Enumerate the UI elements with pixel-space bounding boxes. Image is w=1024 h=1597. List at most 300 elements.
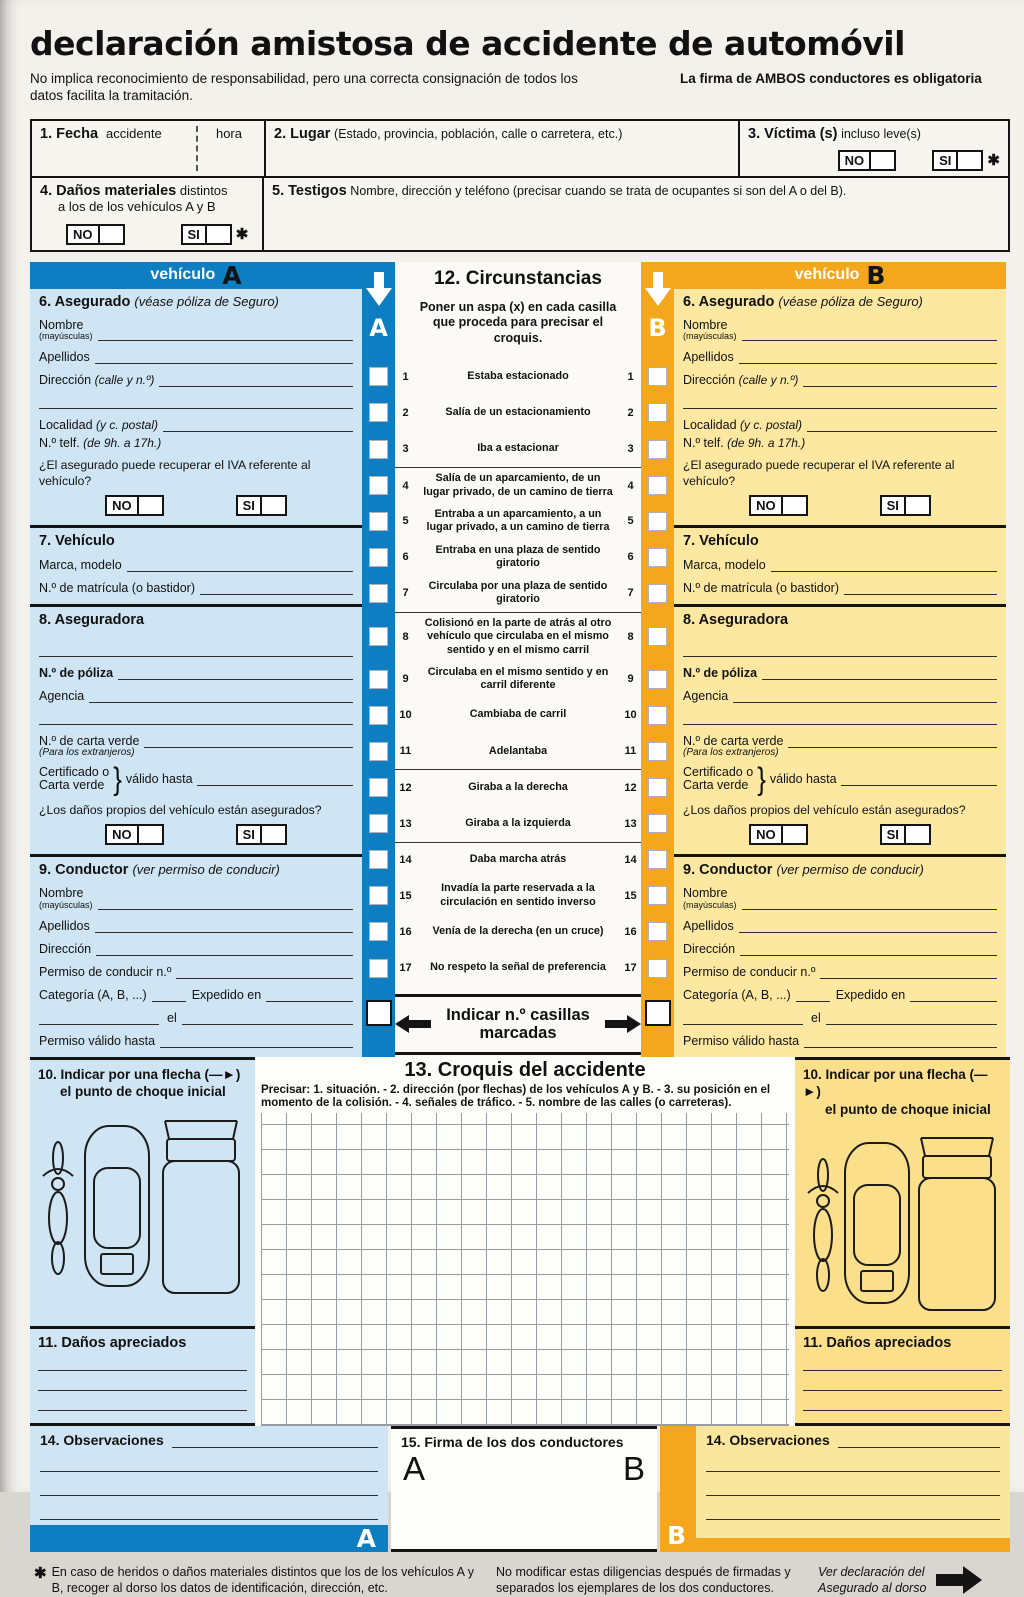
circumstance-checkbox-b[interactable] [648, 512, 667, 531]
firma-title: 15. Firma de los dos conductores [401, 1434, 624, 1451]
croquis-title: 13. Croquis del accidente [404, 1058, 646, 1081]
expedido-field-2[interactable] [39, 1012, 159, 1025]
iva-no-checkbox[interactable]: NO [105, 495, 164, 516]
down-arrow-a-icon [366, 272, 392, 306]
circumstance-text: Salía de un aparcamiento, de un lugar privado, de un camino de tierra [416, 467, 620, 503]
section-8-title: 8. Aseguradora [39, 611, 145, 628]
circumstance-number-left: 16 [399, 925, 412, 938]
section-11-title: 11. Daños apreciados [38, 1335, 187, 1352]
permiso-valido-label: Permiso válido hasta [683, 1033, 800, 1048]
section-6-asegurado: 6. Asegurado (véase póliza de Seguro) Nombre (mayúsculas) Apellidos Dirección (calle y n.º) Localidad (y c. postal) N.º telf. (de 9h. a 17h.) ¿El asegurado puede recuperar el IVA referente al vehículo? NO SI [674, 289, 1006, 525]
strip-a-cell [362, 733, 395, 769]
nombre-label: Nombre [39, 317, 84, 332]
impact-point-diagram[interactable] [38, 1101, 247, 1303]
circumstance-text: Entraba en una plaza de sentido giratorio [435, 543, 601, 570]
poliza-field[interactable] [762, 667, 997, 680]
circumstance-checkbox-a[interactable] [369, 706, 388, 725]
circumstance-text: Invadía la parte reservada a la circulación en sentido inverso [440, 882, 596, 908]
observaciones-b-line[interactable] [706, 1496, 1000, 1520]
aseguradora-field[interactable] [683, 644, 997, 657]
carta-verde-label: N.º de carta verde [39, 733, 140, 748]
section-11-danos [795, 1326, 1010, 1426]
observaciones-a-panel [30, 1426, 388, 1552]
agencia-field-2[interactable] [39, 712, 353, 725]
circumstance-text: No respeto la señal de preferencia [430, 961, 606, 974]
circumstance-number-right: 10 [624, 709, 637, 722]
van-icon [157, 1115, 245, 1297]
strip-b-header [641, 262, 674, 359]
section-13-croquis [255, 1057, 795, 1427]
circumstances-header [395, 262, 641, 359]
section-10-impact-point [30, 1057, 255, 1327]
danos-no-checkbox[interactable]: NO [749, 824, 808, 845]
right-arrow-icon [605, 1015, 641, 1033]
circumstance-text: Cambiaba de carril [469, 708, 567, 721]
circumstance-number-left: 10 [399, 709, 412, 722]
circumstance-checkbox-a[interactable] [369, 476, 388, 495]
danos-si-checkbox[interactable]: SI [236, 824, 287, 845]
strip-a-cell [362, 539, 395, 575]
localidad-field[interactable] [807, 419, 997, 432]
circumstance-checkbox-b[interactable] [648, 706, 667, 725]
direccion-field-2[interactable] [39, 396, 353, 409]
section-9-hint: (ver permiso de conducir) [132, 862, 280, 877]
circumstance-number-left: 2 [402, 406, 409, 419]
circumstance-checkbox-b[interactable] [648, 670, 667, 689]
circumstance-number-left: 11 [399, 745, 412, 758]
expedido-field-2[interactable] [683, 1012, 803, 1025]
danos-no-box[interactable] [783, 824, 808, 845]
circumstance-checkbox-a[interactable] [369, 850, 388, 869]
vehicle-letter: A [222, 260, 242, 290]
circumstance-number-right: 5 [627, 515, 634, 528]
circumstance-text: Circulaba por una plaza de sentido giratorio [428, 579, 608, 606]
circumstance-number-right: 3 [627, 443, 634, 455]
strip-b-cell [641, 359, 674, 395]
top-fields-table [30, 119, 1010, 252]
circumstance-checkbox-a[interactable] [369, 367, 388, 386]
circumstance-number-left: 9 [402, 673, 409, 686]
permiso-label: Permiso de conducir n.º [39, 964, 172, 979]
circumstance-number-right: 17 [624, 962, 637, 975]
aseguradora-field[interactable] [39, 644, 353, 657]
observaciones-a-line[interactable] [40, 1448, 378, 1472]
circumstance-number-left: 12 [395, 769, 416, 805]
iva-si-box[interactable] [262, 495, 287, 516]
footer-left-note: En caso de heridos o daños materiales distintos que los de los vehículos A y B, recoger al dorso los datos de identificación, dirección, etc. [51, 1565, 475, 1596]
iva-si-checkbox[interactable]: SI [880, 495, 931, 516]
circumstance-checkbox-a[interactable] [369, 512, 388, 531]
iva-si-checkbox[interactable]: SI [236, 495, 287, 516]
strip-a-cell [362, 395, 395, 431]
circumstance-number-right: 11 [624, 745, 637, 758]
telefono-label: N.º telf. [39, 436, 80, 451]
victimas-si-checkbox[interactable]: SI [932, 150, 983, 171]
direccion-field[interactable] [803, 374, 997, 387]
circumstance-checkbox-b[interactable] [648, 922, 667, 941]
circumstance-checkbox-a[interactable] [369, 403, 388, 422]
marca-field[interactable] [771, 559, 997, 572]
field-4-danos-materiales: 4. Daños materiales distintos a los de los vehículos A y B NO SI ✱ [32, 178, 264, 250]
telefono-label: N.º telf. [683, 436, 724, 451]
observaciones-b-line[interactable] [706, 1448, 1000, 1472]
danos-line[interactable] [803, 1351, 1002, 1371]
circumstance-checkbox-a[interactable] [369, 814, 388, 833]
strip-b-footer [641, 986, 674, 1056]
expedido-field[interactable] [910, 989, 997, 1002]
observaciones-a-line[interactable] [172, 1435, 378, 1448]
signature-area-a[interactable]: A [403, 1450, 426, 1488]
circumstance-checkbox-b[interactable] [648, 850, 667, 869]
iva-no-checkbox[interactable]: NO [749, 495, 808, 516]
agencia-label: Agencia [39, 688, 85, 703]
strip-b-cell [641, 878, 674, 914]
valido-hasta-label: válido hasta [769, 772, 837, 787]
section-7-vehiculo [30, 525, 362, 604]
categoria-field[interactable] [796, 989, 830, 1002]
marca-field[interactable] [127, 559, 353, 572]
strip-b-cell [641, 431, 674, 467]
circumstance-number-left: 15 [399, 889, 412, 902]
circumstances-instruction: Poner un aspa (x) en cada casilla que proceda para precisar el croquis. [419, 299, 617, 345]
circumstance-number-right: 7 [627, 587, 634, 600]
circumstances-title: 12. Circunstancias [434, 267, 602, 289]
direccion-label: Dirección [39, 373, 92, 388]
agencia-field[interactable] [89, 690, 353, 703]
croquis-hint: Precisar: 1. situación. - 2. dirección (por flechas) de los vehículos A y B. - 3. su posición en el momento de la colisión. - 4. señales de tráfico. - 5. nombre de las calles (o carreteras). [261, 1083, 771, 1110]
observaciones-b-line[interactable] [838, 1435, 1000, 1448]
iva-no-box[interactable] [783, 495, 808, 516]
motorcycle-icon [40, 1136, 76, 1276]
circumstance-checkbox-b[interactable] [648, 886, 667, 905]
danos-mat-si-box[interactable] [207, 224, 232, 245]
section-10-title-l2: el punto de choque inicial [60, 1084, 226, 1100]
strip-b-cell [641, 733, 674, 769]
carta-verde-field[interactable] [788, 735, 997, 748]
vehicle-a-column [30, 262, 362, 1057]
fecha-expedicion-field[interactable] [826, 1012, 997, 1025]
iva-question: ¿El asegurado puede recuperar el IVA referente al vehículo? [683, 458, 955, 488]
poliza-field[interactable] [118, 667, 353, 680]
asterisk-mark: ✱ [235, 226, 249, 244]
circumstance-checkbox-a[interactable] [369, 440, 388, 459]
form-footer [30, 1564, 1010, 1597]
danos-mat-no-box[interactable] [100, 224, 125, 245]
circumstance-number-right: 14 [620, 842, 641, 878]
circumstance-number-left: 6 [402, 551, 409, 564]
victimas-si-box[interactable] [958, 150, 983, 171]
strip-b-cell [641, 950, 674, 986]
left-arrow-icon [395, 1015, 431, 1033]
circumstance-number-left: 1 [402, 370, 409, 383]
circumstance-checkbox-b[interactable] [648, 440, 667, 459]
circumstance-text: Giraba a la izquierda [465, 816, 571, 829]
circumstance-text: Venía de la derecha (en un cruce) [432, 925, 604, 938]
vehicle-b-bottom-stack [795, 1057, 1010, 1427]
observaciones-b-line[interactable] [706, 1472, 1000, 1496]
form-subtitle: No implica reconocimiento de responsabilidad, pero una correcta consignación de todos los datos facilita la tramitación. [30, 71, 578, 103]
circumstance-checkbox-a[interactable] [369, 627, 388, 646]
strip-a-header [362, 262, 395, 359]
circumstance-text: Daba marcha atrás [416, 842, 620, 878]
section-7-title: 7. Vehículo [683, 532, 759, 549]
carta-verde-label: N.º de carta verde [683, 733, 784, 748]
valido-hasta-field[interactable] [197, 773, 353, 786]
strip-b-cell [641, 503, 674, 539]
danos-si-box[interactable] [262, 824, 287, 845]
car-icon [841, 1139, 913, 1307]
conductor-direccion-field[interactable] [740, 943, 997, 956]
section-9-title: 9. Conductor [39, 862, 129, 878]
circumstance-checkbox-b[interactable] [648, 742, 667, 761]
section-9-conductor: 9. Conductor (ver permiso de conducir) Nombre (mayúsculas) Apellidos Dirección Permiso de conducir n.º Categoría (A, B, ...) Expedido en el Permiso válido hasta [30, 854, 362, 1057]
danos-si-box[interactable] [906, 824, 931, 845]
circumstance-number-left: 13 [399, 817, 412, 830]
iva-question: ¿El asegurado puede recuperar el IVA referente al vehículo? [39, 458, 311, 488]
section-10-title-l1: 10. Indicar por una flecha (—►) [803, 1066, 988, 1100]
strip-a-cell [362, 950, 395, 986]
strip-b-cell [641, 697, 674, 733]
section-8-aseguradora: 8. Aseguradora N.º de póliza Agencia N.º de carta verde (Para los extranjeros) Certificado o Carta verde } válido hasta ¿Los daños propios del vehículo están asegurados? NO SI [674, 604, 1006, 854]
danos-line[interactable] [38, 1371, 247, 1391]
permiso-valido-field[interactable] [160, 1035, 353, 1048]
vehicle-header-band [30, 262, 362, 289]
section-6-title: 6. Asegurado [39, 293, 131, 310]
strip-b-cell [641, 395, 674, 431]
strip-b-cell [641, 842, 674, 878]
circumstance-number-left: 5 [402, 515, 409, 528]
strip-b-cell [641, 769, 674, 805]
field-5-testigos[interactable]: 5. Testigos Nombre, dirección y teléfono (precisar cuando se trata de ocupantes si son del A o del B). [272, 182, 847, 199]
motorcycle-icon [805, 1153, 841, 1293]
direccion-label: Dirección [683, 373, 736, 388]
strip-a-cell [362, 431, 395, 467]
danos-mat-si-checkbox[interactable]: SI [181, 224, 232, 245]
localidad-field[interactable] [163, 419, 353, 432]
circumstance-number-left: 3 [402, 443, 409, 455]
strip-a-cell [362, 914, 395, 950]
apellidos-label: Apellidos [39, 350, 90, 365]
circumstance-checkbox-b[interactable] [648, 627, 667, 646]
circumstance-text: Salía de un estacionamiento [445, 406, 591, 419]
section-9-title: 9. Conductor [683, 862, 773, 878]
section-11-danos [30, 1326, 255, 1426]
section-6-hint: (véase póliza de Seguro) [134, 293, 279, 309]
carta-verde-field[interactable] [144, 735, 353, 748]
strip-a-cell [362, 842, 395, 878]
section-9-conductor: 9. Conductor (ver permiso de conducir) Nombre (mayúsculas) Apellidos Dirección Permiso de conducir n.º Categoría (A, B, ...) Expedido en el Permiso válido hasta [674, 854, 1006, 1057]
vehicle-letter: B [866, 260, 886, 290]
section-6-asegurado: 6. Asegurado (véase póliza de Seguro) Nombre (mayúsculas) Apellidos Dirección (calle y n.º) Localidad (y c. postal) N.º telf. (de 9h. a 17h.) ¿El asegurado puede recuperar el IVA referente al vehículo? NO SI [30, 289, 362, 525]
strip-a-cell [362, 467, 395, 503]
circumstance-checkbox-b[interactable] [648, 959, 667, 978]
indicar-block [395, 994, 641, 1054]
categoria-label: Categoría (A, B, ...) [683, 987, 791, 1002]
section-10-title-l2: el punto de choque inicial [825, 1101, 991, 1117]
victimas-no-box[interactable] [871, 150, 896, 171]
marca-label: Marca, modelo [39, 557, 122, 572]
vehicle-band-word: vehículo [150, 266, 216, 284]
form-title: declaración amistosa de accidente de automóvil [30, 24, 905, 63]
observaciones-b-title: 14. Observaciones [706, 1432, 830, 1449]
strip-b-cell [641, 539, 674, 575]
circumstance-checkbox-b[interactable] [648, 778, 667, 797]
circumstance-number-left: 4 [395, 467, 416, 503]
car-icon [81, 1122, 153, 1290]
apellidos-field[interactable] [95, 351, 353, 364]
permiso-label: Permiso de conducir n.º [683, 964, 816, 979]
circumstance-number-right: 6 [627, 551, 634, 564]
strip-a-cell [362, 503, 395, 539]
section-11-title: 11. Daños apreciados [803, 1335, 952, 1352]
impact-point-diagram[interactable] [803, 1118, 1002, 1320]
circumstance-number-left: 17 [399, 962, 412, 975]
circumstance-checkbox-a[interactable] [369, 886, 388, 905]
danos-si-checkbox[interactable]: SI [880, 824, 931, 845]
croquis-drawing-grid[interactable] [261, 1113, 789, 1426]
field-2-lugar[interactable]: 2. Lugar (Estado, provincia, población, calle o carretera, etc.) [264, 121, 740, 176]
circumstance-checkbox-a[interactable] [369, 584, 388, 603]
matricula-field[interactable] [200, 582, 353, 595]
danos-line[interactable] [803, 1371, 1002, 1391]
poliza-label: N.º de póliza [39, 665, 114, 680]
danos-no-checkbox[interactable]: NO [105, 824, 164, 845]
expedido-field[interactable] [266, 989, 353, 1002]
fecha-hora-divider [196, 126, 198, 171]
circumstance-text: Entraba a un aparcamiento, a un lugar privado, a un camino de tierra [426, 507, 610, 534]
danos-line[interactable] [38, 1351, 247, 1371]
agencia-label: Agencia [683, 688, 729, 703]
categoria-field[interactable] [152, 989, 186, 1002]
strip-a-cell [362, 769, 395, 805]
signature-note: La firma de AMBOS conductores es obligatoria [680, 71, 982, 86]
direccion-field-2[interactable] [683, 396, 997, 409]
vehicle-band-word: vehículo [794, 266, 860, 284]
circumstance-checkbox-a[interactable] [369, 778, 388, 797]
strip-a-cell [362, 661, 395, 697]
vehicle-a-bottom-stack [30, 1057, 255, 1427]
conductor-direccion-field[interactable] [96, 943, 353, 956]
danos-mat-no-checkbox[interactable]: NO [66, 224, 125, 245]
section-7-title: 7. Vehículo [39, 532, 115, 549]
strip-a-letter: A [369, 313, 388, 342]
circumstance-checkbox-b[interactable] [648, 584, 667, 603]
field-1-fecha[interactable]: 1. Fecha accidente hora [32, 121, 264, 176]
circumstance-number-right: 15 [624, 889, 637, 902]
circumstance-checkbox-a[interactable] [369, 922, 388, 941]
danos-question: ¿Los daños propios del vehículo están asegurados? [39, 802, 322, 817]
agencia-field[interactable] [733, 690, 997, 703]
strip-a-cell [362, 697, 395, 733]
strip-b-letter: B [648, 313, 667, 342]
asterisk-mark: ✱ [987, 152, 1000, 170]
circumstance-number-right: 13 [624, 817, 637, 830]
circumstance-checkbox-a[interactable] [369, 548, 388, 567]
circumstance-number-left: 8 [395, 612, 416, 662]
danos-no-box[interactable] [139, 824, 164, 845]
see-reverse-arrow-icon [936, 1566, 982, 1594]
danos-line[interactable] [38, 1391, 247, 1411]
signature-area-b[interactable]: B [622, 1450, 645, 1488]
victimas-no-checkbox[interactable]: NO [838, 150, 897, 171]
nombre-field[interactable] [742, 328, 997, 341]
circumstance-number-right: 12 [620, 769, 641, 805]
apellidos-field[interactable] [739, 351, 997, 364]
categoria-label: Categoría (A, B, ...) [39, 987, 147, 1002]
section-7-vehiculo [674, 525, 1006, 604]
danos-line[interactable] [803, 1391, 1002, 1411]
observaciones-a-line[interactable] [40, 1496, 378, 1520]
expedido-label: Expedido en [835, 987, 906, 1002]
section-10-impact-point [795, 1057, 1010, 1327]
circumstance-number-left: 7 [402, 587, 409, 600]
strip-a-footer [362, 986, 395, 1056]
matricula-field[interactable] [844, 582, 997, 595]
nombre-field[interactable] [98, 328, 353, 341]
conductor-nombre-field[interactable] [742, 897, 997, 910]
permiso-valido-field[interactable] [804, 1035, 997, 1048]
strip-a-cell [362, 359, 395, 395]
circumstance-checkbox-b[interactable] [648, 814, 667, 833]
conductor-nombre-field[interactable] [98, 897, 353, 910]
section-10-title-l1: 10. Indicar por una flecha (—►) [38, 1066, 241, 1082]
direccion-field[interactable] [159, 374, 353, 387]
expedido-label: Expedido en [191, 987, 262, 1002]
circumstance-number-right: 16 [624, 925, 637, 938]
circumstance-number-right: 2 [627, 406, 634, 419]
strip-a-cell [362, 806, 395, 842]
circumstance-checkbox-b[interactable] [648, 367, 667, 386]
marca-label: Marca, modelo [683, 557, 766, 572]
vehicle-b-column [674, 262, 1006, 1057]
marked-count-box-a[interactable] [366, 1000, 392, 1026]
section-8-aseguradora: 8. Aseguradora N.º de póliza Agencia N.º de carta verde (Para los extranjeros) Certificado o Carta verde } válido hasta ¿Los daños propios del vehículo están asegurados? NO SI [30, 604, 362, 854]
valido-hasta-field[interactable] [841, 773, 997, 786]
marked-count-box-b[interactable] [645, 1000, 671, 1026]
strip-a-cell [362, 575, 395, 611]
van-icon [913, 1132, 1001, 1314]
vehicle-header-band [674, 262, 1006, 289]
localidad-label: Localidad [683, 418, 737, 433]
valido-hasta-label: válido hasta [125, 772, 193, 787]
fecha-expedicion-field[interactable] [182, 1012, 353, 1025]
section-6-hint: (véase póliza de Seguro) [778, 293, 923, 309]
circumstance-text: Estaba estacionado [467, 370, 569, 383]
permiso-valido-label: Permiso válido hasta [39, 1033, 156, 1048]
iva-no-box[interactable] [139, 495, 164, 516]
conductor-apellidos-field[interactable] [739, 920, 997, 933]
circumstance-checkbox-b[interactable] [648, 403, 667, 422]
circumstance-checkbox-a[interactable] [369, 670, 388, 689]
circumstance-checkbox-a[interactable] [369, 959, 388, 978]
down-arrow-b-icon [645, 272, 671, 306]
agencia-field-2[interactable] [683, 712, 997, 725]
apellidos-label: Apellidos [683, 350, 734, 365]
circumstance-text: Giraba a la derecha [416, 769, 620, 805]
conductor-apellidos-field[interactable] [95, 920, 353, 933]
asterisk-mark: ✱ [34, 1565, 47, 1583]
observaciones-a-title: 14. Observaciones [40, 1432, 164, 1449]
permiso-field[interactable] [820, 966, 997, 979]
circumstance-checkbox-b[interactable] [648, 548, 667, 567]
circumstance-checkbox-a[interactable] [369, 742, 388, 761]
permiso-field[interactable] [176, 966, 353, 979]
circumstance-checkbox-b[interactable] [648, 476, 667, 495]
poliza-label: N.º de póliza [683, 665, 758, 680]
strip-b-cell [641, 575, 674, 611]
observaciones-a-line[interactable] [40, 1472, 378, 1496]
iva-si-box[interactable] [906, 495, 931, 516]
